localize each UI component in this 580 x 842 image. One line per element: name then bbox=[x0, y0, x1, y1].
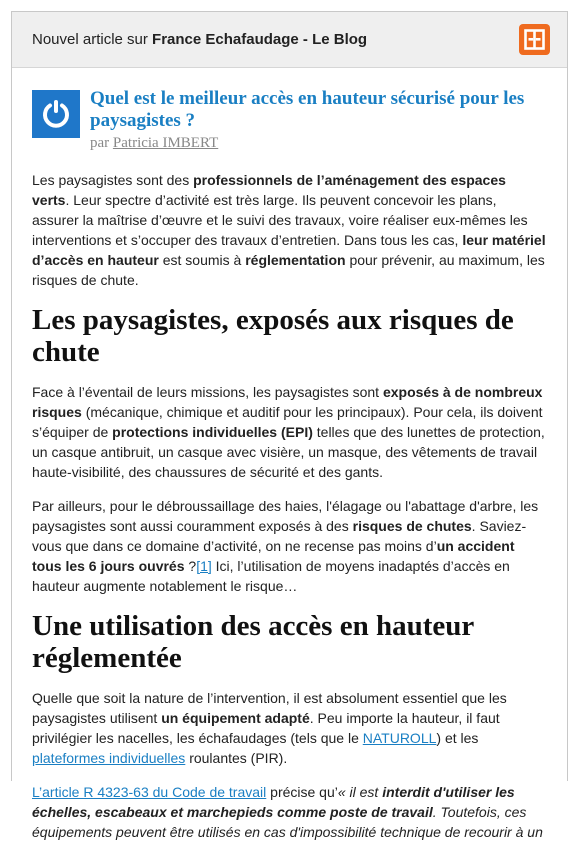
email-content bbox=[12, 88, 567, 842]
paragraph-risks: Face à l’éventail de leurs missions, les paysagistes sont exposés à de nombreux risques (mécanique, chimique et auditif pour les principaux). Pour cela, ils doivent s’équiper de protections individuelles (EPI) telles que des lunettes de protection, un casque antibruit, un casque avec visière, un masque, des vêtements de travail haute-visibilité, des chaussures de sécurité et des gants. bbox=[32, 384, 545, 480]
section-heading-regulation: Une utilisation des accès en hauteur réglementée bbox=[32, 610, 474, 674]
code-travail-link[interactable]: L’article R 4323-63 du Code de travail bbox=[32, 784, 267, 800]
byline bbox=[90, 135, 547, 152]
byline-prefix: par bbox=[90, 135, 113, 151]
naturoll-link[interactable]: NATUROLL bbox=[362, 730, 437, 746]
header-text bbox=[32, 31, 367, 48]
email-frame bbox=[11, 11, 568, 840]
author-link[interactable]: Patricia IMBERT bbox=[112, 135, 219, 151]
france-echafaudage-logo-icon[interactable] bbox=[519, 24, 550, 55]
paragraph-intro: Les paysagistes sont des professionnels de l’aménagement des espaces verts. Leur spectre d’activité est très large. Ils peuvent concevoir les plans, assurer la maîtrise d’œuvre et le suivi des travaux, voire réaliser eux-mêmes les interventions et s’occuper des travaux d’entretien. Dans tous les cas, leur matériel d’accès en hauteur est soumis à réglementation pour prévenir, au maximum, les risques de chute. bbox=[32, 172, 546, 288]
article-title[interactable]: Quel est le meilleur accès en hauteur sécurisé pour les paysagistes ? bbox=[90, 88, 525, 131]
paragraph-equipment: Quelle que soit la nature de l’intervention, il est absolument essentiel que les paysagistes utilisent un équipement adapté. Peu importe la hauteur, il faut privilégier les nacelles, les échafaudages (tels que le NATUROLL) et les plateformes individuelles roulantes (PIR). bbox=[32, 690, 507, 766]
plateformes-link[interactable]: plateformes individuelles bbox=[32, 750, 186, 766]
header-site-name: France Echafaudage - Le Blog bbox=[152, 31, 368, 48]
article-header bbox=[32, 88, 547, 152]
title-block bbox=[90, 88, 547, 152]
footnote-link[interactable]: [1] bbox=[196, 558, 212, 574]
paragraph-falls: Par ailleurs, pour le débroussaillage des haies, l'élagage ou l'abattage d'arbre, les paysagistes sont aussi couramment exposés à des risques de chutes. Saviez-vous que dans ce domaine d’activité, on ne recense pas moins d’un accident tous les 6 jours ouvrés ?[1] Ici, l’utilisation de moyens inadaptés d’accès en hauteur augmente notablement le risque… bbox=[32, 498, 539, 594]
paragraph-law: L’article R 4323-63 du Code de travail précise qu’« il est interdit d'utiliser les échelles, escabeaux et marchepieds comme poste de travail. Toutefois, ces équipements peuvent être utilisés en cas d'impossibilité technique de recourir à un bbox=[32, 784, 543, 840]
section-heading-risks: Les paysagistes, exposés aux risques de chute bbox=[32, 304, 514, 368]
power-logo-icon[interactable] bbox=[32, 90, 80, 138]
email-header bbox=[12, 12, 567, 68]
header-prefix: Nouvel article sur bbox=[32, 31, 153, 48]
